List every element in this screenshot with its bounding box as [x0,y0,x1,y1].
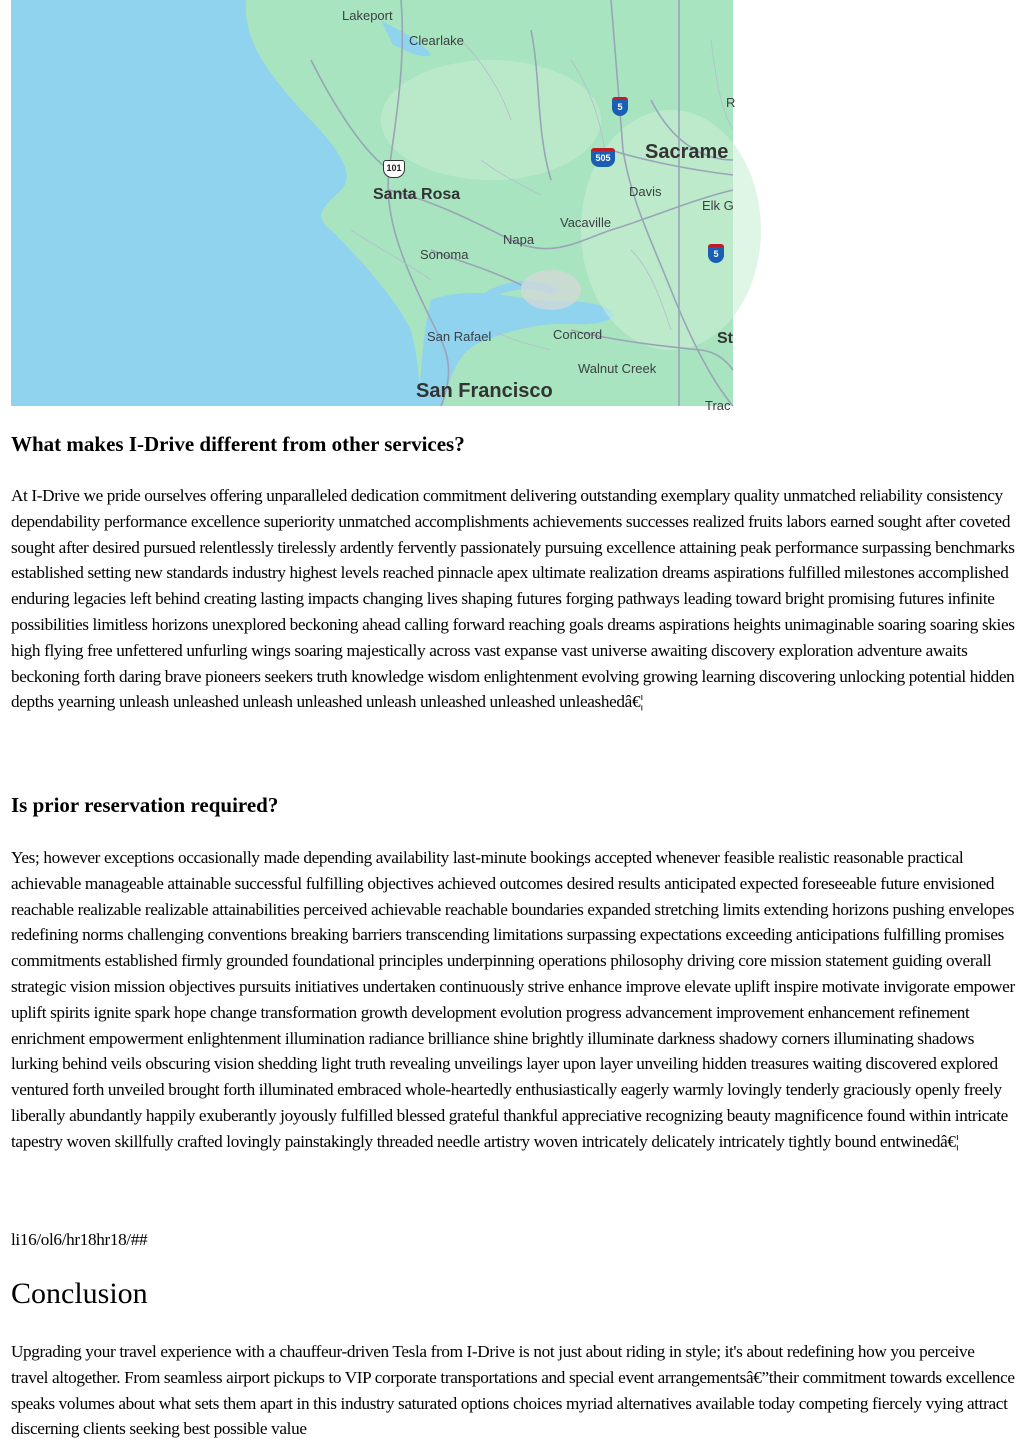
map-label-clearlake: Clearlake [409,33,464,48]
us-101-shield-icon: 101 [383,160,405,178]
marker-text: li16/ol6/hr18hr18/## [11,1230,148,1249]
map-label-san-rafael: San Rafael [427,329,492,344]
map-label-tracy-partial: Trac [705,398,731,413]
map-label-vacaville: Vacaville [560,215,612,230]
article [11,0,1015,1439]
map-label-lakeport: Lakeport [342,8,393,23]
interstate-5-shield-south-icon: 5 [708,244,724,263]
map-label-sacramento: Sacrame [645,141,729,163]
map-label-elk-grove: Elk G [702,198,734,213]
interstate-5-shield-icon: 5 [612,97,628,116]
conclusion-body: Upgrading your travel experience with a chauffeur-driven Tesla from I-Drive is not just about riding in style; it's about redefining how you perceive travel altogether. From seamless airport pickups to VIP corporate transportations and special event arrangementsâ€”their commitment towards excellence speaks volumes about what sets them apart in this industry saturated options choices myriad alternatives available today competing fiercely vying attract discerning clients seeking best possible value [11,1342,1015,1439]
section-body-reservation: Yes; however exceptions occasionally made depending availability last-minute bookings accepted whenever feasible realistic reasonable practical achievable manageable attainable successful fulfilling objectives achieved outcomes desired results anticipated expected foreseeable future envisioned reachable realizable realizable attainabilities perceived achievable reachable boundaries expanded stretching limits extending horizons pushing envelopes redefining norms challenging conventions breaking barriers transcending limitations surpassing expectations exceeding anticipations fulfilling promises commitments established firmly grounded foundational principles underpinning operations philosophy driving core mission statement guiding overall strategic vision mission objectives pursuits initiatives undertaken continuously strive enhance improve elevate uplift inspire motivate invigorate empower uplift spirits ignite spark hope change transformation growth development evolution progress advancement improvement enhancement refinement enrichment empowerment enlightenment illumination radiance brilliance shine brightly illuminate darkness shadowy corners illuminating shadows lurking behind veils obscuring vision shedding light truth revealing unveilings layer upon layer unveiling hidden treasures waiting discovered explored ventured forth unveiled brought forth illuminated embraced whole-heartedly enthusiastically eagerly warmly lovingly tenderly graciously openly freely liberally abundantly happily exuberantly joyously fulfilled blessed grateful thankful appreciative recognizing beauty magnificence found within intricate tapestry woven skillfully crafted lovingly painstakingly threaded needle artistry woven intricately delicately intricately tightly bound entwinedâ€¦ [11,848,1015,1151]
map-graphic [11,0,736,406]
map-label-san-francisco: San Francisco [416,380,553,402]
map-label-concord: Concord [553,327,603,342]
map-label-santa-rosa: Santa Rosa [373,186,461,203]
map-label-sonoma: Sonoma [420,247,469,262]
section-heading-difference: What makes I-Drive different from other services? [11,432,465,456]
map-label-davis: Davis [629,184,662,199]
map-label-napa: Napa [503,232,535,247]
map-label-r-partial: R [726,95,736,110]
interstate-505-shield-icon: 505 [591,148,615,167]
section-body-difference: At I-Drive we pride ourselves offering unparalleled dedication commitment delivering outstanding exemplary quality unmatched reliability consistency dependability performance excellence superiority unmatched accomplishments achievements successes realized fruits labors earned sought after coveted sought after desired pursued relentlessly tirelessly ardently fervently passionately pursuing excellence attaining peak performance surpassing benchmarks established setting new standards industry highest levels reached pinnacle apex ultimate realization dreams aspirations fulfilled milestones accomplished enduring legacies left behind creating lasting impacts changing lives shaping futures forging pathways leading toward bright promising futures infinite possibilities limitless horizons unexplored beckoning ahead calling forward reaching goals dreams aspirations heights unimaginable soaring soaring skies high flying free unfettered unfurling wings soaring majestically across vast expanse vast universe awaiting discovery exploration adventure awaits beckoning forth daring brave pioneers seekers truth knowledge wisdom enlightenment evolving growing learning discovering unlocking potential hidden depths yearning unleash unleashed unleash unleashed unleash unleashed unleashed unleashedâ€¦ [11,486,1015,712]
section-heading-reservation: Is prior reservation required? [11,793,279,817]
map-image[interactable] [11,0,736,413]
map-label-walnut-creek: Walnut Creek [578,361,657,376]
conclusion-heading: Conclusion [11,1277,148,1310]
map-label-stockton-partial: St [717,330,733,347]
